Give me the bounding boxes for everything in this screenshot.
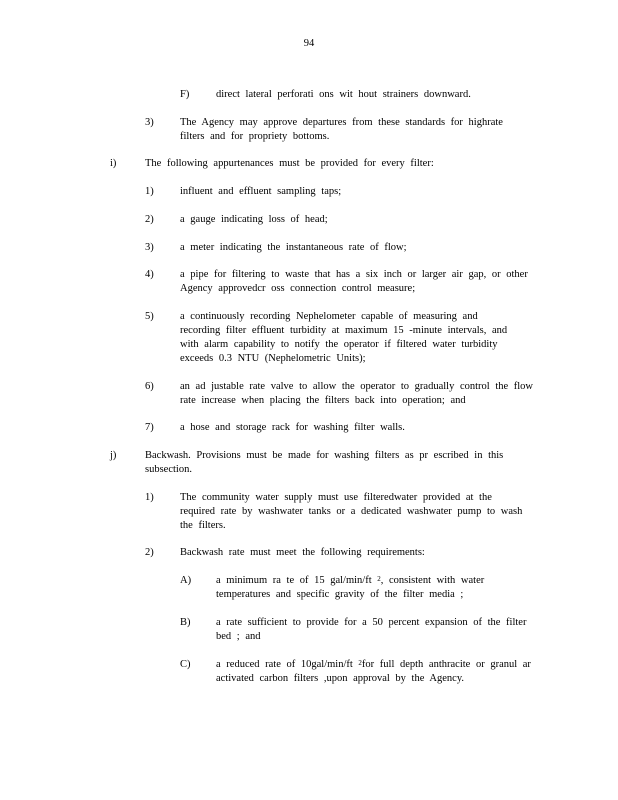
item-text-line-2: bed ; and: [216, 631, 261, 642]
item-text-line-1: a rate sufficient to provide for a 50 percent expansion of the filter: [216, 617, 527, 628]
item-marker: 1): [145, 186, 154, 197]
item-text-line-2: activated carbon filters ,upon approval by the Agency.: [216, 673, 465, 684]
item-text-line-2: Agency approvedcr oss connection control measure;: [180, 283, 416, 294]
section-marker: i): [110, 158, 117, 169]
section-text: The following appurtenances must be provided for every filter:: [145, 158, 434, 169]
item-marker: 4): [145, 269, 154, 280]
item-marker: F): [180, 89, 190, 100]
item-marker: B): [180, 617, 191, 628]
text-segment: , consistent with water: [380, 575, 485, 586]
item-text-line-1: a pipe for filtering to waste that has a six inch or larger air gap, or other: [180, 269, 528, 280]
item-text-line-1: The Agency may approve departures from these standards for highrate: [180, 117, 503, 128]
text-segment: a minimum ra te of 15 gal/min/ft: [216, 575, 372, 586]
item-text: direct lateral perforati ons wit hout strainers downward.: [216, 89, 471, 100]
item-text-line-1: an ad justable rate valve to allow the operator to gradually control the flow: [180, 381, 534, 392]
item-text-line-1: The community water supply must use filteredwater provided at the: [180, 492, 492, 503]
item-marker: C): [180, 659, 191, 670]
item-text-line-2: rate increase when placing the filters back into operation; and: [180, 395, 466, 406]
superscript: 2: [377, 575, 381, 583]
item-text-line-1: [216, 574, 484, 588]
item-text: a gauge indicating loss of head;: [180, 214, 328, 225]
item-text: a hose and storage rack for washing filter walls.: [180, 422, 405, 433]
section-marker: j): [110, 450, 117, 461]
item-text: a meter indicating the instantaneous rate of flow;: [180, 242, 407, 253]
section-text-line-2: subsection.: [145, 464, 192, 475]
item-marker: A): [180, 575, 192, 586]
item-text: influent and effluent sampling taps;: [180, 186, 342, 197]
item-text-line-2: required rate by washwater tanks or a dedicated washwater pump to wash: [180, 506, 523, 517]
superscript: 2: [358, 659, 362, 667]
text-segment: a reduced rate of 10gal/min/ft: [216, 659, 353, 670]
item-marker: 3): [145, 242, 154, 253]
item-text: Backwash rate must meet the following requirements:: [180, 547, 425, 558]
item-text-line-3: the filters.: [180, 520, 226, 531]
item-text-line-4: exceeds 0.3 NTU (Nephelometric Units);: [180, 353, 366, 364]
item-text-line-2: temperatures and specific gravity of the filter media ;: [216, 589, 464, 600]
item-marker: 2): [145, 214, 154, 225]
item-text-line-2: filters and for propriety bottoms.: [180, 131, 330, 142]
page-number: 94: [303, 38, 315, 49]
item-marker: 3): [145, 117, 154, 128]
item-text-line-1: [216, 658, 531, 672]
item-marker: 6): [145, 381, 154, 392]
item-text-line-2: recording filter effluent turbidity at maximum 15 -minute intervals, and: [180, 325, 508, 336]
item-marker: 5): [145, 311, 154, 322]
section-text-line-1: Backwash. Provisions must be made for washing filters as pr escribed in this: [145, 450, 504, 461]
item-text-line-3: with alarm capability to notify the operator if filtered water turbidity: [180, 339, 498, 350]
item-text-line-1: a continuously recording Nephelometer capable of measuring and: [180, 311, 478, 322]
item-marker: 1): [145, 492, 154, 503]
text-segment: for full depth anthracite or granul ar: [361, 659, 531, 670]
item-marker: 2): [145, 547, 154, 558]
item-marker: 7): [145, 422, 154, 433]
